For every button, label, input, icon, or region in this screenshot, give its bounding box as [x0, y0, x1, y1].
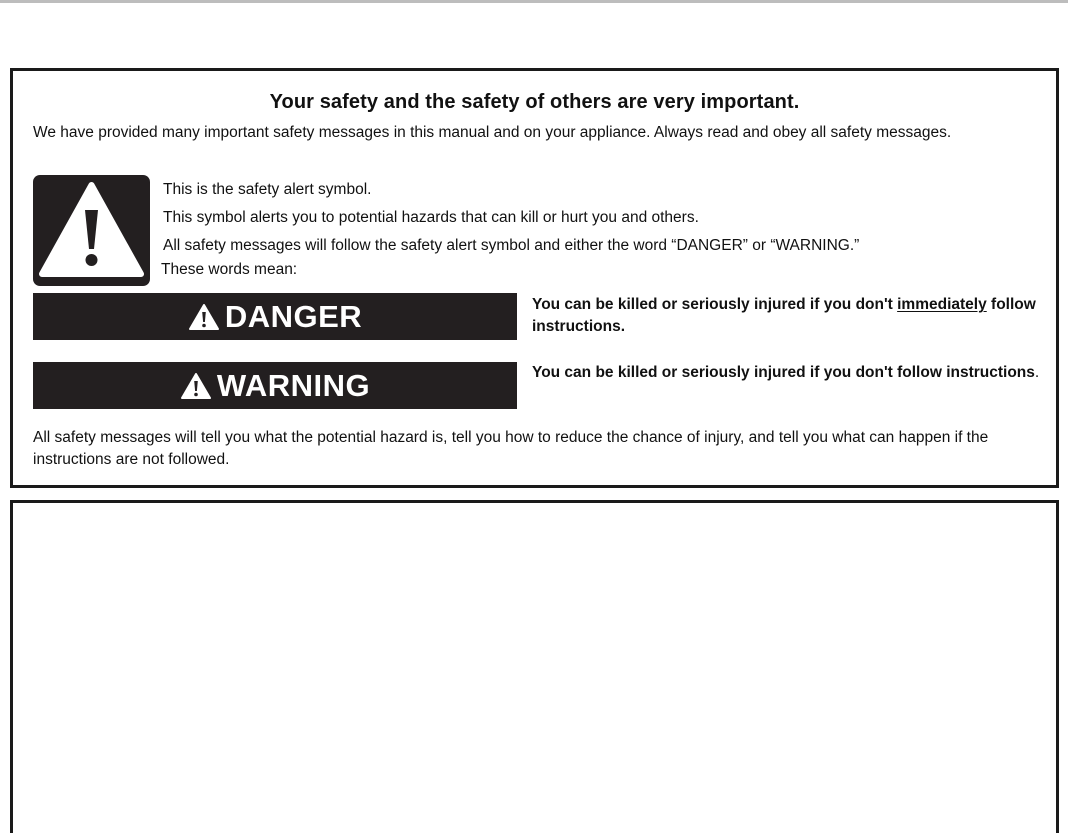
lower-content-box — [10, 500, 1059, 833]
alert-messages-line: All safety messages will follow the safety alert symbol and either the word “DANGER” or “WARNING.” — [163, 237, 860, 254]
danger-desc-post: follow instructions. — [532, 296, 1036, 335]
warning-alert-icon — [180, 372, 212, 400]
warning-description — [532, 362, 1047, 384]
danger-desc-pre: You can be killed or seriously injured if you don't — [532, 296, 898, 313]
danger-signal-bar — [33, 293, 517, 340]
alert-symbol-line: This is the safety alert symbol. — [163, 181, 372, 198]
warning-word: WARNING — [216, 368, 371, 403]
safety-closing: All safety messages will tell you what the potential hazard is, tell you how to reduce the chance of injury, and tell you what can happen if the instructions are not followed. — [33, 429, 989, 468]
danger-description — [532, 294, 1047, 338]
alert-meaning-line: These words mean: — [161, 261, 298, 278]
safety-alert-icon — [33, 175, 150, 286]
danger-alert-icon — [188, 303, 220, 331]
warning-desc-end: . — [1034, 364, 1040, 381]
safety-intro: We have provided many important safety messages in this manual and on your appliance. Always read and obey all safety messages. — [33, 124, 952, 141]
danger-desc-emphasis: immediately — [897, 296, 987, 313]
warning-desc-bold: You can be killed or seriously injured if you don't follow instructions — [532, 364, 1035, 381]
danger-word: DANGER — [224, 299, 363, 334]
top-rule — [0, 0, 1068, 3]
safety-notice-box — [10, 68, 1059, 488]
alert-hazard-line: This symbol alerts you to potential hazards that can kill or hurt you and others. — [163, 209, 699, 226]
warning-signal-bar — [33, 362, 517, 409]
safety-heading: Your safety and the safety of others are very important. — [269, 91, 800, 113]
